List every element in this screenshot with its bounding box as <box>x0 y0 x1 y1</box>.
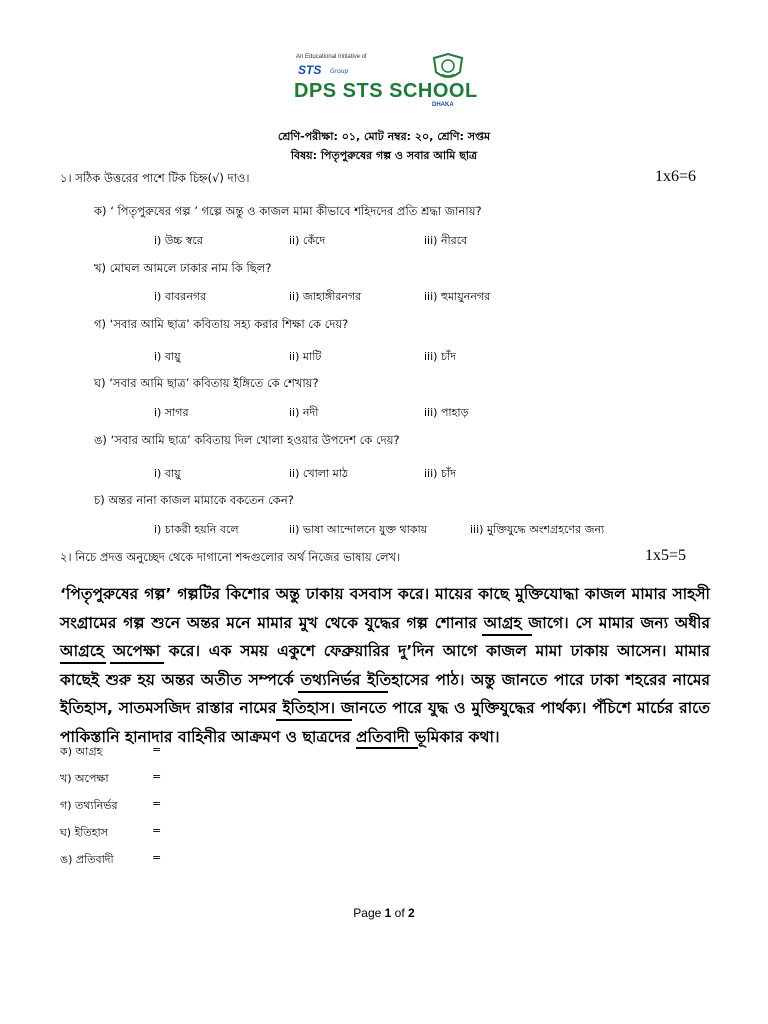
vocab-label: ক) আগ্রহ <box>60 745 103 758</box>
vocab-eq: = <box>152 743 162 756</box>
underline-itihas <box>276 719 352 721</box>
page-total: 2 <box>408 906 415 920</box>
section2-instruction: ২। নিচে প্রদত্ত অনুচ্ছেদ থেকে দাগানো শব্দগুলোর অর্থ নিজের ভাষায় লেখ। <box>60 550 401 564</box>
option[interactable]: ii) খোলা মাঠ <box>289 467 348 480</box>
question-ga: গ) ‘সবার আমি ছাত্র’ কবিতায় সহ্য করার শিক্ষা কে দেয়? <box>94 317 349 331</box>
section1-instruction: ১। সঠিক উত্তরের পাশে টিক চিহ্ন(√) দাও। <box>60 171 250 185</box>
option[interactable]: i) চাকরী হয়নি বলে <box>154 523 239 536</box>
option[interactable]: iii) পাহাড় <box>424 406 469 419</box>
vocab-eq: = <box>152 851 162 864</box>
option[interactable]: i) বাবরনগর <box>154 290 207 303</box>
school-logo <box>290 50 480 108</box>
question-cha: চ) অন্তর নানা কাজল মামাকে বকতেন কেন? <box>94 493 294 507</box>
option[interactable]: ii) মাটি <box>289 350 322 363</box>
subject-line: বিষয়: পিতৃপুরুষের গল্প ও সবার আমি ছাত্র <box>290 149 478 162</box>
reading-passage: ‘পিতৃপুরুষের গল্প’ গল্পটির কিশোর অন্তু ঢাকায় বসবাস করে। মায়ের কাছে মুক্তিযোদ্ধা কাজল মামার সাহসী সংগ্রামের গল্প শুনে অন্তর মনে মামার মুখ থেকে যুদ্ধের গল্প শোনার আগ্রহ জাগে। সে মামার জন্য অধীর আগ্রহে অপেক্ষা করে। এক সময় একুশে ফেব্রুয়ারির দু’দিন আগে কাজল মামা ঢাকায় আসেন। মামার কাছেই শুরু হয় অন্তর অতীত সম্পর্কে তথ্যনির্ভর ইতিহাসের পাঠ। অন্তু জানতে পারে ঢাকা শহরের নামের ইতিহাস, সাতমসজিদ রাস্তার নামের ইতিহাস। জানতে পারে যুদ্ধ ও মুক্তিযুদ্ধের পার্থক্য। পঁচিশে মার্চের রাতে পাকিস্তানি হানাদার বাহিনীর আক্রমণ ও ছাত্রদের প্রতিবাদী ভূমিকার কথা। <box>60 585 710 746</box>
underline-protibadi <box>356 747 418 749</box>
vocab-label: ঙ) প্রতিবাদী <box>60 853 114 866</box>
underline-opekkha <box>110 662 164 664</box>
logo-city-text: DHAKA <box>432 102 454 108</box>
school-crest-icon <box>430 52 466 82</box>
exam-info-line: শ্রেণি-পরীক্ষা: ০১, মোট নম্বর: ২০, শ্রেণি: সপ্তম <box>277 130 491 143</box>
logo-sts-text: STS <box>298 63 322 77</box>
page-current: 1 <box>384 906 392 920</box>
vocab-label: গ) তথ্যনির্ভর <box>60 799 118 812</box>
page-number <box>0 906 768 920</box>
option[interactable]: ii) নদী <box>289 406 319 419</box>
page-mid: of <box>391 906 409 920</box>
option[interactable]: iii) চাঁদ <box>424 350 456 363</box>
vocab-label: ঘ) ইতিহাস <box>60 826 108 839</box>
vocab-eq: = <box>152 824 162 837</box>
question-kha: খ) মোঘল আমলে ঢাকার নাম কি ছিল? <box>94 261 272 275</box>
logo-school-name: DPS STS SCHOOL <box>294 80 478 102</box>
section1-marks: 1x6=6 <box>655 168 697 185</box>
section2-marks: 1x5=5 <box>645 547 687 564</box>
logo-group-text: Group <box>330 68 349 75</box>
underline-agroho <box>482 634 532 636</box>
option[interactable]: i) উচ্চ স্বরে <box>154 234 203 247</box>
page-prefix: Page <box>353 906 385 920</box>
vocab-eq: = <box>152 797 162 810</box>
option[interactable]: iii) নীরবে <box>424 234 468 247</box>
vocab-label: খ) অপেক্ষা <box>60 772 109 785</box>
vocab-eq: = <box>152 770 162 783</box>
underline-tothyonirbhor <box>298 691 388 693</box>
option[interactable]: iii) হুমায়ুননগর <box>424 290 491 303</box>
option[interactable]: i) বায়ু <box>154 350 181 363</box>
option[interactable]: i) বায়ু <box>154 467 181 480</box>
option[interactable]: ii) কেঁদে <box>289 234 326 247</box>
question-uma: ঙ) ‘সবার আমি ছাত্র’ কবিতায় দিল খোলা হওয়ার উপদেশ কে দেয়? <box>94 433 400 447</box>
option[interactable]: i) সাগর <box>154 406 189 419</box>
option[interactable]: iii) চাঁদ <box>424 467 456 480</box>
option[interactable]: iii) মুক্তিযুদ্ধে অংশগ্রহণের জন্য <box>470 523 605 536</box>
question-ka: ক) ‘ পিতৃপুরুষের গল্প ’ গল্পে অন্তু ও কাজল মামা কীভাবে শহিদদের প্রতি শ্রদ্ধা জানায়? <box>94 204 482 218</box>
option[interactable]: ii) ভাষা আন্দোলনে যুক্ত থাকায় <box>289 523 428 536</box>
logo-initiative-text: An Educational Initiative of <box>296 54 367 60</box>
option[interactable]: ii) জাহাঙ্গীরনগর <box>289 290 362 303</box>
underline-agrohe <box>60 662 106 664</box>
question-gha: ঘ) ‘সবার আমি ছাত্র’ কবিতায় ইঙ্গিতে কে শেখায়? <box>94 376 319 390</box>
